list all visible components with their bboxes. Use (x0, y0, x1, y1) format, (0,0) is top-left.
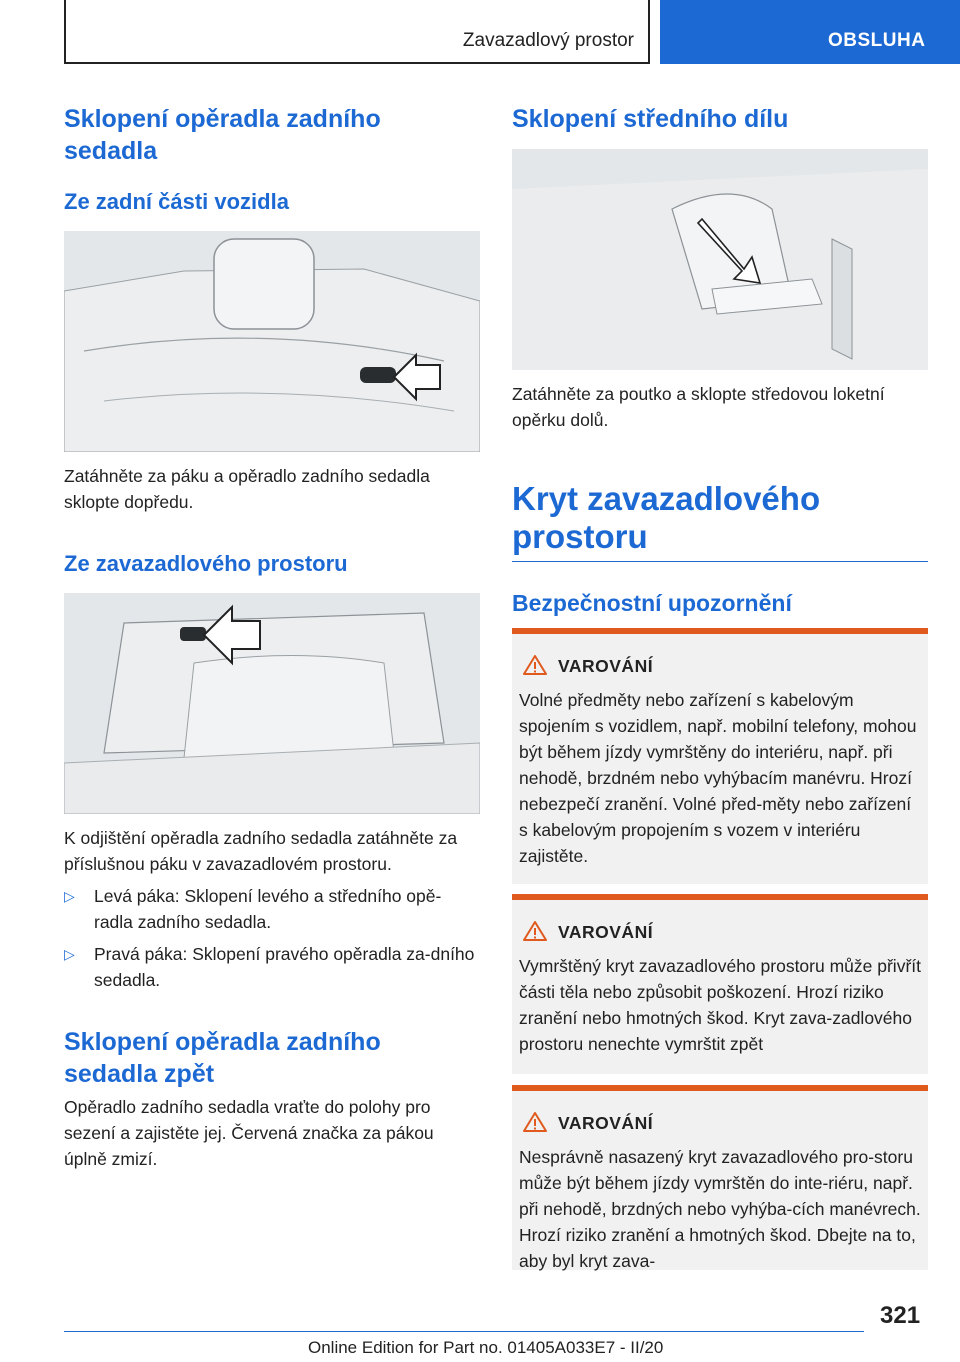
warning-box (512, 628, 928, 884)
rear-instruction-text: Zatáhněte za páku a opěradlo zadního sedadla sklopte dopředu. (64, 466, 430, 512)
warning-bar (512, 628, 928, 634)
warning-title: VAROVÁNÍ (558, 1113, 654, 1133)
list-item (64, 941, 480, 993)
footer-divider (64, 1331, 864, 1332)
warning-triangle-icon (522, 1111, 548, 1133)
footer-edition: Online Edition for Part no. 01405A033E7 - II/20 (308, 1338, 664, 1357)
section-title-fold-seat: Sklopení opěradla zadního sedadla (64, 105, 381, 165)
warning-text: Nesprávně nasazený kryt zavazadlového pro‐storu může být během jízdy vymrštěn do inte‐riéru, např. při nehodě, brzdných nebo vyhýba‐cích manévrech. Hrozí riziko zranění a hmotných škod. Dbejte na to, aby byl kryt zava‐ (519, 1147, 921, 1271)
warning-triangle-icon (522, 920, 548, 942)
page-number: 321 (880, 1302, 921, 1329)
header-tab (660, 0, 960, 64)
warning-title: VAROVÁNÍ (558, 922, 654, 942)
triangle-bullet-icon: ▷ (64, 888, 75, 904)
warning-title: VAROVÁNÍ (558, 656, 654, 676)
list-item (64, 883, 480, 935)
subsection-title-safety: Bezpečnostní upozornění (512, 590, 792, 616)
triangle-bullet-icon: ▷ (64, 946, 75, 962)
header-title: Zavazadlový prostor (462, 30, 634, 51)
warning-text: Vymrštěný kryt zavazadlového prostoru může přivřít části těla nebo způsobit poškození. Hrozí riziko zranění nebo hmotných škod. Kryt zava‐zadlového prostoru nenechte vymrštit zpět (519, 956, 921, 1054)
header-frame (64, 0, 650, 64)
list-item-text: Pravá páka: Sklopení pravého opěradla za‐dního sedadla. (94, 944, 475, 990)
warning-box (512, 894, 928, 1074)
warning-triangle-icon (522, 654, 548, 676)
fold-back-text: Opěradlo zadního sedadla vraťte do polohy pro sezení a zajistěte jej. Červená značka za pákou úplně zmizí. (64, 1097, 434, 1169)
chapter-divider (512, 561, 928, 562)
rear-seat-image (64, 231, 480, 452)
center-instruction-text: Zatáhněte za poutko a sklopte středovou loketní opěrku dolů. (512, 384, 885, 430)
trunk-lever-image (64, 593, 480, 814)
center-armrest-image (512, 149, 928, 370)
header-tab-label: OBSLUHA (828, 30, 926, 51)
list-item-text: Levá páka: Sklopení levého a středního opě‐radla zadního sedadla. (94, 886, 442, 932)
subsection-title-trunk: Ze zavazadlového prostoru (64, 551, 348, 576)
warning-bar (512, 1085, 928, 1091)
chapter-title: Kryt zavazadlového prostoru (512, 480, 821, 555)
subsection-title-rear: Ze zadní části vozidla (64, 189, 289, 214)
section-title-fold-back: Sklopení opěradla zadního sedadla zpět (64, 1028, 381, 1088)
warning-text: Volné předměty nebo zařízení s kabelovým spojením s vozidlem, např. mobilní telefony, mohou být během jízdy vymrštěny do interiéru, např. při nehodě, brzdném nebo vyhýbacím manévru. Hrozí nebezpečí zranění. Volné před‐měty nebo zařízení s kabelovým propojením s vozem v interiéru zajistěte. (519, 690, 917, 866)
warning-bar (512, 894, 928, 900)
section-title-center: Sklopení středního dílu (512, 105, 789, 133)
warning-box (512, 1085, 928, 1270)
trunk-instruction-text: K odjištění opěradla zadního sedadla zatáhněte za příslušnou páku v zavazadlovém prostoru. (64, 828, 458, 874)
